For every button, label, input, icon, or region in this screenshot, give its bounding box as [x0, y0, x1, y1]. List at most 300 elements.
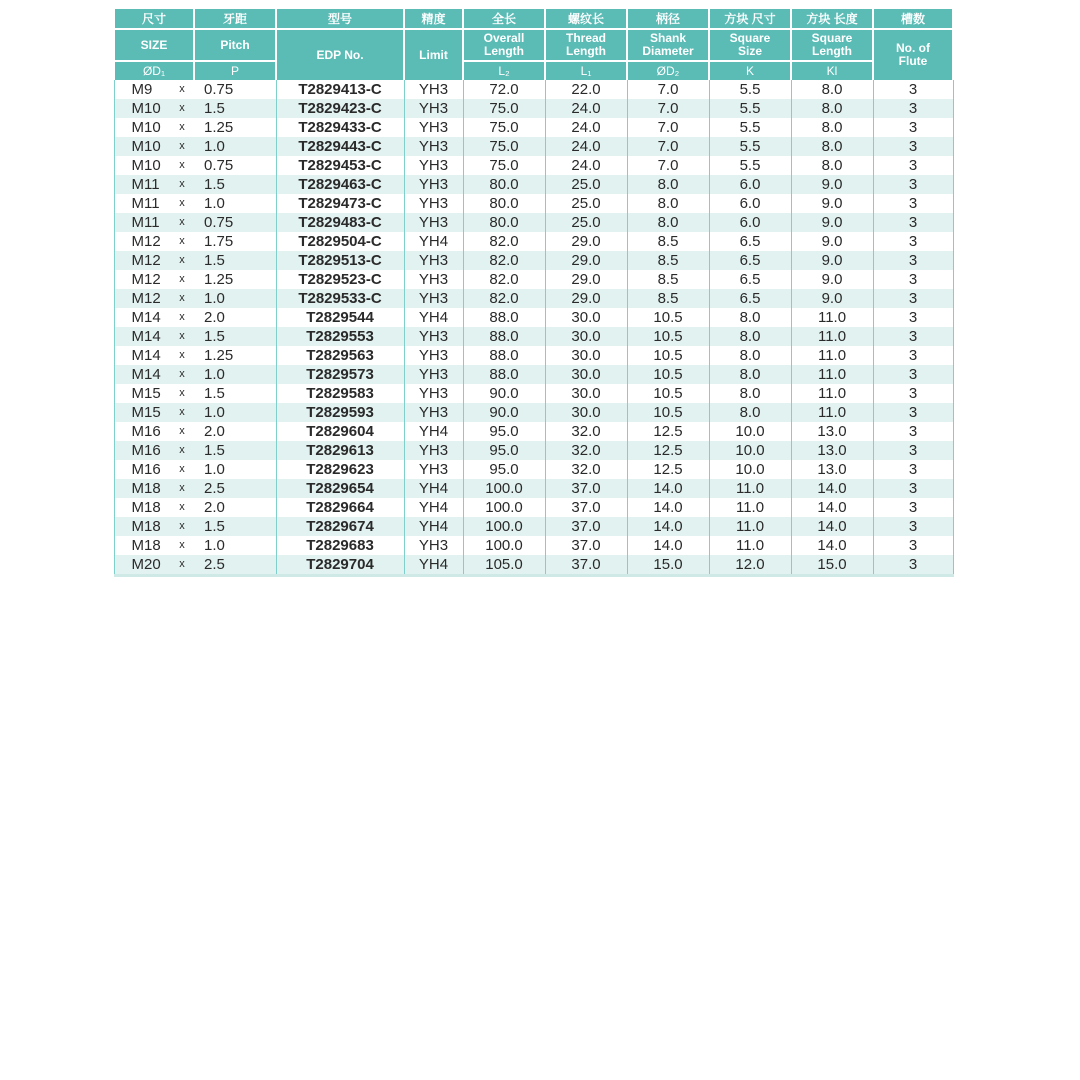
cell-size: M14 — [114, 308, 170, 327]
header-overall-symbol: L₂ — [463, 61, 545, 80]
cell-size: M10 — [114, 156, 170, 175]
cell-overall-length: 105.0 — [463, 555, 545, 576]
cell-thread-length: 30.0 — [545, 327, 627, 346]
cell-limit: YH3 — [404, 365, 463, 384]
cell-pitch: 1.25 — [194, 118, 276, 137]
cell-times: x — [170, 422, 194, 441]
cell-flutes: 3 — [873, 517, 953, 536]
header-thread-line2: Length — [566, 44, 607, 58]
cell-limit: YH4 — [404, 479, 463, 498]
table-row — [114, 536, 953, 555]
cell-times: x — [170, 555, 194, 576]
cell-edp-no: T2829463-C — [276, 175, 404, 194]
cell-shank-diameter: 15.0 — [627, 555, 709, 576]
header-square-size-line1: Square — [729, 31, 771, 45]
cell-pitch: 1.5 — [194, 175, 276, 194]
cell-shank-diameter: 10.5 — [627, 403, 709, 422]
cell-square-length: 11.0 — [791, 384, 873, 403]
cell-shank-diameter: 7.0 — [627, 137, 709, 156]
cell-square-length: 8.0 — [791, 99, 873, 118]
cell-pitch: 1.5 — [194, 517, 276, 536]
cell-square-length: 14.0 — [791, 498, 873, 517]
cell-size: M18 — [114, 498, 170, 517]
cell-size: M11 — [114, 213, 170, 232]
table-row — [114, 137, 953, 156]
cell-pitch: 1.5 — [194, 327, 276, 346]
cell-times: x — [170, 327, 194, 346]
cell-size: M9 — [114, 80, 170, 99]
header-shank-line2: Diameter — [642, 44, 694, 58]
cell-thread-length: 37.0 — [545, 479, 627, 498]
header-limit-en: Limit — [404, 29, 463, 80]
table-row — [114, 213, 953, 232]
cell-square-length: 13.0 — [791, 460, 873, 479]
cell-limit: YH3 — [404, 175, 463, 194]
cell-limit: YH3 — [404, 137, 463, 156]
header-flute-cn: 槽数 — [873, 9, 953, 30]
cell-pitch: 1.0 — [194, 403, 276, 422]
cell-limit: YH3 — [404, 289, 463, 308]
cell-edp-no: T2829473-C — [276, 194, 404, 213]
cell-flutes: 3 — [873, 289, 953, 308]
cell-flutes: 3 — [873, 422, 953, 441]
spec-table — [113, 8, 954, 577]
cell-edp-no: T2829513-C — [276, 251, 404, 270]
cell-limit: YH4 — [404, 232, 463, 251]
header-overall-cn: 全长 — [463, 9, 545, 30]
cell-pitch: 2.0 — [194, 308, 276, 327]
cell-limit: YH3 — [404, 251, 463, 270]
cell-times: x — [170, 156, 194, 175]
cell-limit: YH3 — [404, 403, 463, 422]
cell-overall-length: 75.0 — [463, 137, 545, 156]
table-row — [114, 346, 953, 365]
header-square-length-line1: Square — [811, 31, 853, 45]
cell-shank-diameter: 8.0 — [627, 175, 709, 194]
cell-pitch: 2.5 — [194, 479, 276, 498]
cell-pitch: 1.5 — [194, 99, 276, 118]
cell-shank-diameter: 8.5 — [627, 251, 709, 270]
cell-thread-length: 24.0 — [545, 137, 627, 156]
table-row — [114, 80, 953, 99]
cell-square-size: 10.0 — [709, 422, 791, 441]
cell-overall-length: 80.0 — [463, 194, 545, 213]
cell-square-length: 14.0 — [791, 479, 873, 498]
cell-limit: YH3 — [404, 346, 463, 365]
cell-thread-length: 32.0 — [545, 441, 627, 460]
cell-square-length: 11.0 — [791, 346, 873, 365]
cell-flutes: 3 — [873, 479, 953, 498]
header-square-size-cn: 方块 尺寸 — [709, 9, 791, 30]
cell-overall-length: 88.0 — [463, 308, 545, 327]
cell-square-size: 11.0 — [709, 536, 791, 555]
cell-shank-diameter: 14.0 — [627, 479, 709, 498]
cell-flutes: 3 — [873, 384, 953, 403]
cell-overall-length: 82.0 — [463, 251, 545, 270]
cell-square-size: 5.5 — [709, 156, 791, 175]
cell-square-length: 15.0 — [791, 555, 873, 576]
table-row — [114, 194, 953, 213]
cell-square-length: 8.0 — [791, 80, 873, 99]
table-row — [114, 460, 953, 479]
cell-pitch: 1.0 — [194, 460, 276, 479]
cell-thread-length: 30.0 — [545, 384, 627, 403]
cell-times: x — [170, 308, 194, 327]
cell-overall-length: 82.0 — [463, 289, 545, 308]
cell-thread-length: 32.0 — [545, 460, 627, 479]
cell-size: M16 — [114, 422, 170, 441]
cell-thread-length: 24.0 — [545, 99, 627, 118]
cell-size: M10 — [114, 99, 170, 118]
table-row — [114, 308, 953, 327]
table-row — [114, 99, 953, 118]
header-shank-symbol: ØD₂ — [627, 61, 709, 80]
cell-limit: YH3 — [404, 194, 463, 213]
header-shank-cn: 柄径 — [627, 9, 709, 30]
cell-square-size: 5.5 — [709, 137, 791, 156]
cell-overall-length: 100.0 — [463, 536, 545, 555]
table-row — [114, 175, 953, 194]
cell-shank-diameter: 10.5 — [627, 346, 709, 365]
cell-square-size: 11.0 — [709, 479, 791, 498]
cell-pitch: 1.25 — [194, 270, 276, 289]
cell-times: x — [170, 270, 194, 289]
cell-flutes: 3 — [873, 346, 953, 365]
table-row — [114, 517, 953, 536]
cell-flutes: 3 — [873, 156, 953, 175]
cell-shank-diameter: 12.5 — [627, 441, 709, 460]
cell-square-size: 8.0 — [709, 327, 791, 346]
cell-square-size: 8.0 — [709, 403, 791, 422]
cell-times: x — [170, 498, 194, 517]
cell-square-size: 5.5 — [709, 80, 791, 99]
header-size-symbol: ØD₁ — [114, 61, 194, 80]
cell-times: x — [170, 346, 194, 365]
cell-square-length: 8.0 — [791, 156, 873, 175]
cell-edp-no: T2829623 — [276, 460, 404, 479]
cell-flutes: 3 — [873, 460, 953, 479]
table-row — [114, 479, 953, 498]
cell-square-length: 9.0 — [791, 251, 873, 270]
cell-flutes: 3 — [873, 555, 953, 576]
cell-thread-length: 32.0 — [545, 422, 627, 441]
header-square-length-line2: Length — [812, 44, 853, 58]
cell-edp-no: T2829674 — [276, 517, 404, 536]
cell-thread-length: 24.0 — [545, 118, 627, 137]
cell-square-size: 5.5 — [709, 99, 791, 118]
table-row — [114, 118, 953, 137]
cell-shank-diameter: 8.5 — [627, 289, 709, 308]
cell-limit: YH4 — [404, 555, 463, 576]
cell-overall-length: 90.0 — [463, 403, 545, 422]
cell-square-length: 9.0 — [791, 213, 873, 232]
cell-overall-length: 75.0 — [463, 118, 545, 137]
cell-times: x — [170, 118, 194, 137]
header-flute-line2: Flute — [898, 54, 928, 68]
cell-edp-no: T2829544 — [276, 308, 404, 327]
cell-pitch: 2.0 — [194, 422, 276, 441]
cell-size: M16 — [114, 441, 170, 460]
cell-size: M12 — [114, 289, 170, 308]
cell-overall-length: 100.0 — [463, 479, 545, 498]
cell-thread-length: 24.0 — [545, 156, 627, 175]
cell-square-size: 8.0 — [709, 346, 791, 365]
cell-limit: YH3 — [404, 99, 463, 118]
cell-size: M18 — [114, 479, 170, 498]
table-body — [114, 80, 953, 576]
cell-flutes: 3 — [873, 251, 953, 270]
header-size-en: SIZE — [114, 29, 194, 61]
cell-square-size: 6.5 — [709, 289, 791, 308]
table-row — [114, 251, 953, 270]
header-row-english — [114, 29, 953, 61]
cell-pitch: 2.5 — [194, 555, 276, 576]
cell-thread-length: 25.0 — [545, 213, 627, 232]
cell-square-length: 11.0 — [791, 403, 873, 422]
cell-square-length: 14.0 — [791, 536, 873, 555]
cell-pitch: 0.75 — [194, 213, 276, 232]
cell-size: M16 — [114, 460, 170, 479]
cell-edp-no: T2829573 — [276, 365, 404, 384]
cell-overall-length: 80.0 — [463, 213, 545, 232]
cell-size: M18 — [114, 517, 170, 536]
cell-square-size: 6.5 — [709, 232, 791, 251]
cell-shank-diameter: 14.0 — [627, 536, 709, 555]
cell-pitch: 1.5 — [194, 441, 276, 460]
table-row — [114, 403, 953, 422]
cell-pitch: 0.75 — [194, 156, 276, 175]
table-row — [114, 384, 953, 403]
cell-edp-no: T2829664 — [276, 498, 404, 517]
cell-pitch: 1.0 — [194, 536, 276, 555]
cell-times: x — [170, 251, 194, 270]
cell-square-size: 8.0 — [709, 365, 791, 384]
table-header — [114, 9, 953, 81]
cell-size: M12 — [114, 270, 170, 289]
cell-times: x — [170, 441, 194, 460]
cell-square-length: 9.0 — [791, 289, 873, 308]
cell-edp-no: T2829504-C — [276, 232, 404, 251]
cell-thread-length: 37.0 — [545, 498, 627, 517]
cell-limit: YH3 — [404, 536, 463, 555]
table-row — [114, 156, 953, 175]
cell-square-length: 11.0 — [791, 327, 873, 346]
table-row — [114, 365, 953, 384]
cell-limit: YH4 — [404, 422, 463, 441]
cell-size: M11 — [114, 194, 170, 213]
cell-overall-length: 100.0 — [463, 517, 545, 536]
cell-limit: YH3 — [404, 118, 463, 137]
cell-shank-diameter: 10.5 — [627, 327, 709, 346]
cell-square-length: 11.0 — [791, 308, 873, 327]
cell-pitch: 1.25 — [194, 346, 276, 365]
cell-thread-length: 29.0 — [545, 289, 627, 308]
cell-times: x — [170, 403, 194, 422]
table-row — [114, 270, 953, 289]
header-thread-line1: Thread — [566, 31, 607, 45]
header-edp-cn: 型号 — [276, 9, 404, 30]
header-row-symbols — [114, 61, 953, 80]
header-overall-en — [463, 29, 545, 61]
cell-thread-length: 22.0 — [545, 80, 627, 99]
cell-square-size: 6.0 — [709, 213, 791, 232]
cell-times: x — [170, 99, 194, 118]
cell-square-size: 6.0 — [709, 175, 791, 194]
cell-limit: YH4 — [404, 498, 463, 517]
cell-limit: YH4 — [404, 517, 463, 536]
cell-limit: YH3 — [404, 441, 463, 460]
cell-thread-length: 25.0 — [545, 194, 627, 213]
header-overall-line1: Overall — [483, 31, 525, 45]
cell-overall-length: 82.0 — [463, 270, 545, 289]
table-row — [114, 441, 953, 460]
cell-overall-length: 75.0 — [463, 99, 545, 118]
cell-thread-length: 30.0 — [545, 308, 627, 327]
cell-thread-length: 37.0 — [545, 555, 627, 576]
cell-edp-no: T2829683 — [276, 536, 404, 555]
header-edp-en: EDP No. — [276, 29, 404, 80]
cell-overall-length: 95.0 — [463, 422, 545, 441]
cell-square-size: 12.0 — [709, 555, 791, 576]
cell-edp-no: T2829453-C — [276, 156, 404, 175]
cell-edp-no: T2829583 — [276, 384, 404, 403]
cell-flutes: 3 — [873, 118, 953, 137]
cell-overall-length: 88.0 — [463, 346, 545, 365]
table-row — [114, 289, 953, 308]
cell-square-size: 5.5 — [709, 118, 791, 137]
cell-times: x — [170, 384, 194, 403]
cell-times: x — [170, 460, 194, 479]
cell-flutes: 3 — [873, 270, 953, 289]
cell-thread-length: 30.0 — [545, 346, 627, 365]
header-flute-en — [873, 29, 953, 80]
header-square-length-symbol: Kl — [791, 61, 873, 80]
header-flute-line1: No. of — [896, 41, 931, 55]
header-thread-cn: 螺纹长 — [545, 9, 627, 30]
cell-flutes: 3 — [873, 536, 953, 555]
cell-size: M12 — [114, 232, 170, 251]
cell-thread-length: 29.0 — [545, 270, 627, 289]
cell-square-size: 8.0 — [709, 308, 791, 327]
cell-size: M14 — [114, 346, 170, 365]
cell-shank-diameter: 12.5 — [627, 422, 709, 441]
header-thread-symbol: L₁ — [545, 61, 627, 80]
cell-size: M20 — [114, 555, 170, 576]
cell-flutes: 3 — [873, 498, 953, 517]
cell-edp-no: T2829593 — [276, 403, 404, 422]
cell-shank-diameter: 10.5 — [627, 384, 709, 403]
cell-shank-diameter: 10.5 — [627, 365, 709, 384]
cell-size: M11 — [114, 175, 170, 194]
cell-shank-diameter: 8.5 — [627, 232, 709, 251]
cell-flutes: 3 — [873, 137, 953, 156]
cell-edp-no: T2829533-C — [276, 289, 404, 308]
cell-thread-length: 29.0 — [545, 251, 627, 270]
cell-edp-no: T2829613 — [276, 441, 404, 460]
cell-square-length: 9.0 — [791, 194, 873, 213]
cell-limit: YH3 — [404, 327, 463, 346]
cell-times: x — [170, 213, 194, 232]
cell-pitch: 1.0 — [194, 365, 276, 384]
cell-flutes: 3 — [873, 175, 953, 194]
cell-square-length: 13.0 — [791, 422, 873, 441]
cell-limit: YH3 — [404, 213, 463, 232]
cell-shank-diameter: 8.0 — [627, 213, 709, 232]
cell-thread-length: 37.0 — [545, 517, 627, 536]
header-square-size-symbol: K — [709, 61, 791, 80]
cell-shank-diameter: 14.0 — [627, 498, 709, 517]
cell-flutes: 3 — [873, 99, 953, 118]
cell-shank-diameter: 8.0 — [627, 194, 709, 213]
cell-size: M14 — [114, 327, 170, 346]
cell-square-size: 11.0 — [709, 517, 791, 536]
header-pitch-en: Pitch — [194, 29, 276, 61]
table-row — [114, 555, 953, 576]
cell-square-length: 9.0 — [791, 232, 873, 251]
cell-shank-diameter: 7.0 — [627, 118, 709, 137]
cell-size: M18 — [114, 536, 170, 555]
cell-edp-no: T2829423-C — [276, 99, 404, 118]
cell-pitch: 0.75 — [194, 80, 276, 99]
cell-flutes: 3 — [873, 213, 953, 232]
cell-overall-length: 88.0 — [463, 327, 545, 346]
cell-flutes: 3 — [873, 308, 953, 327]
header-size-cn: 尺寸 — [114, 9, 194, 30]
cell-thread-length: 37.0 — [545, 536, 627, 555]
cell-pitch: 1.75 — [194, 232, 276, 251]
cell-overall-length: 100.0 — [463, 498, 545, 517]
cell-shank-diameter: 7.0 — [627, 156, 709, 175]
cell-overall-length: 90.0 — [463, 384, 545, 403]
cell-flutes: 3 — [873, 80, 953, 99]
cell-edp-no: T2829413-C — [276, 80, 404, 99]
header-shank-line1: Shank — [650, 31, 687, 45]
cell-pitch: 1.0 — [194, 194, 276, 213]
header-pitch-cn: 牙距 — [194, 9, 276, 30]
cell-square-size: 6.5 — [709, 251, 791, 270]
cell-size: M15 — [114, 384, 170, 403]
cell-thread-length: 30.0 — [545, 403, 627, 422]
table-row — [114, 232, 953, 251]
cell-square-length: 9.0 — [791, 175, 873, 194]
header-row-chinese — [114, 9, 953, 30]
cell-overall-length: 75.0 — [463, 156, 545, 175]
cell-size: M14 — [114, 365, 170, 384]
header-shank-en — [627, 29, 709, 61]
cell-times: x — [170, 175, 194, 194]
cell-times: x — [170, 137, 194, 156]
cell-limit: YH4 — [404, 308, 463, 327]
cell-square-length: 8.0 — [791, 137, 873, 156]
cell-edp-no: T2829553 — [276, 327, 404, 346]
cell-edp-no: T2829443-C — [276, 137, 404, 156]
cell-flutes: 3 — [873, 194, 953, 213]
cell-shank-diameter: 14.0 — [627, 517, 709, 536]
cell-flutes: 3 — [873, 403, 953, 422]
cell-pitch: 1.5 — [194, 384, 276, 403]
cell-thread-length: 29.0 — [545, 232, 627, 251]
cell-edp-no: T2829523-C — [276, 270, 404, 289]
cell-square-size: 10.0 — [709, 460, 791, 479]
cell-square-length: 13.0 — [791, 441, 873, 460]
cell-edp-no: T2829654 — [276, 479, 404, 498]
cell-edp-no: T2829433-C — [276, 118, 404, 137]
cell-pitch: 1.5 — [194, 251, 276, 270]
cell-shank-diameter: 7.0 — [627, 80, 709, 99]
cell-square-length: 8.0 — [791, 118, 873, 137]
cell-limit: YH3 — [404, 384, 463, 403]
cell-overall-length: 95.0 — [463, 460, 545, 479]
